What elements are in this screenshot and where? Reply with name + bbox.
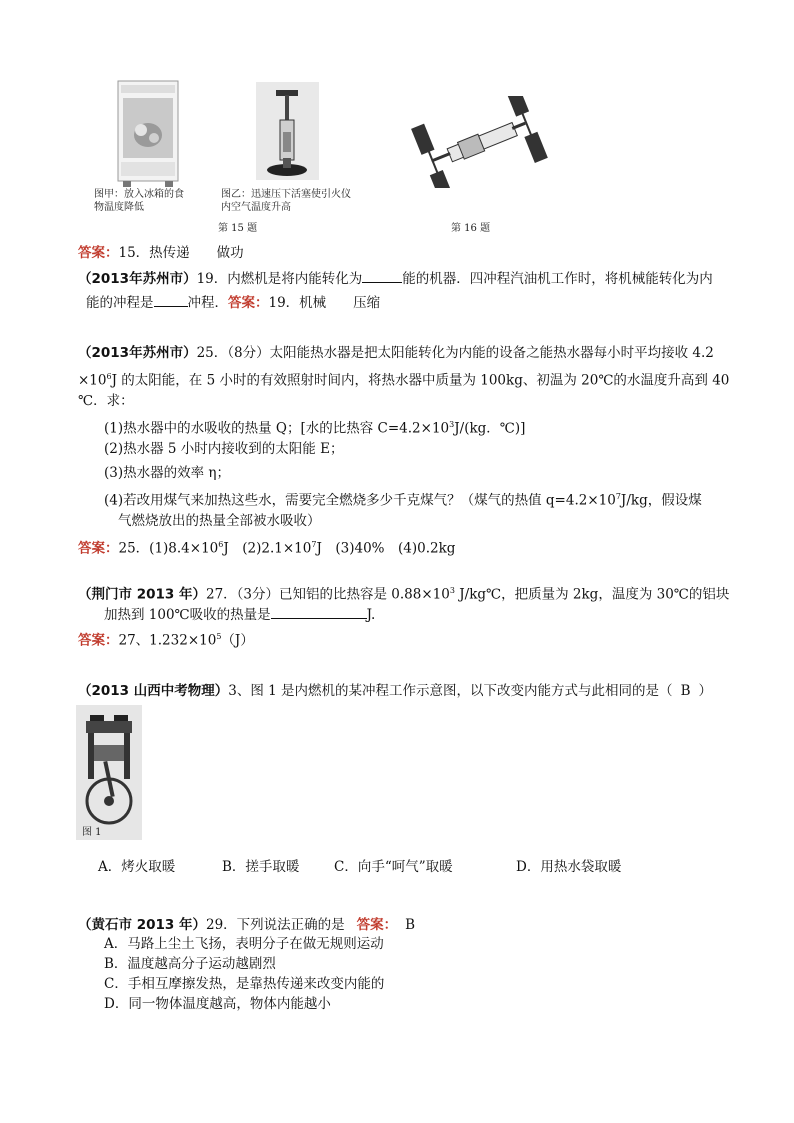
q27-blank: [271, 606, 367, 619]
q27-line-1-exp: 3: [449, 586, 455, 595]
q29-option-c: C．手相互摩擦发热，是靠热传递来改变内能的: [104, 976, 385, 992]
engine-caption: 图 1: [82, 827, 102, 838]
engine-diagram: [76, 705, 142, 840]
q29-text: 29．下列说法正确的是: [205, 917, 345, 933]
q25-answer-b: J (2)2.1×10: [223, 540, 312, 557]
answer-label: 答案：: [78, 632, 119, 649]
piston-igniter-figure: [256, 82, 319, 180]
q25-line-2: [78, 366, 729, 392]
q15-answer-text: 15．热传递 做功: [118, 245, 244, 261]
q19-answer-text: 19．机械 压缩: [268, 295, 381, 311]
q3-option-c: C．向手“呵气”取暖: [334, 859, 453, 875]
q25-item-1-exp: 3: [449, 420, 455, 429]
q19-source: （2013年苏州市）: [78, 271, 197, 287]
q29-option-b: B．温度越高分子运动越剧烈: [104, 956, 276, 972]
q19-text-4: 冲程．: [187, 295, 228, 311]
q3-option-a: A．烤火取暖: [98, 859, 176, 875]
q25-item-4b: J/kg，假设煤: [620, 492, 702, 509]
space-station-figure: [407, 96, 553, 188]
answer-label: 答案：: [356, 917, 398, 933]
q27-line-2b: J.: [366, 607, 376, 623]
q27-answer-line: [78, 626, 254, 652]
q25-item-1b: J/(kg．℃)]: [454, 420, 526, 437]
q25-answer-c: J (3)40% (4)0.2kg: [316, 540, 456, 557]
q25-item-4: [104, 486, 702, 512]
q29-line: [78, 914, 415, 936]
q25-line-2a: ×10: [78, 372, 107, 389]
q25-answer-b-exp: 7: [311, 540, 317, 549]
q25-item-4a: (4)若改用煤气来加热这些水，需要完全燃烧多少千克煤气？（煤气的热值 q=4.2×10: [104, 492, 616, 509]
q25-line-1-text: 25．（8分）太阳能热水器是把太阳能转化为内能的设备之能热水器每小时平均接收 4.2: [196, 345, 714, 361]
q25-item-3: (3)热水器的效率 η；: [104, 465, 231, 481]
q25-item-1: [104, 414, 525, 440]
answer-label: 答案：: [78, 245, 119, 261]
q25-item-4-exp: 7: [615, 492, 621, 501]
q3-option-d: D．用热水袋取暖: [516, 859, 622, 875]
q25-line-2b: J 的太阳能，在 5 小时的有效照射时间内，将热水器中质量为 100kg、初温为 20℃的水温度升高到 40: [111, 372, 730, 389]
q25-answer-a-exp: 6: [218, 540, 224, 549]
answer-label: 答案：: [78, 540, 119, 557]
q27-line-1b: J/kg℃，把质量为 2kg，温度为 30℃的铝块: [454, 586, 730, 603]
q3-answer: B: [680, 683, 691, 699]
q29-option-a: A．马路上尘土飞扬，表明分子在做无规则运动: [104, 936, 384, 952]
q25-item-1a: (1)热水器中的水吸收的热量 Q；[水的比热容 C=4.2×10: [104, 420, 450, 437]
q25-line-1: [78, 342, 714, 364]
q19-text-2: 能的机器．四冲程汽油机工作时，将机械能转化为内: [402, 271, 713, 287]
q3-option-b: B．搓手取暖: [222, 859, 300, 875]
q29-source: （黄石市 2013 年）: [78, 917, 206, 933]
q3-text: 3、图 1 是内燃机的某冲程工作示意图，以下改变内能方式与此相同的是（: [228, 683, 673, 699]
q25-answer-a: 25．(1)8.4×10: [118, 540, 219, 557]
q25-line-3: ℃．求：: [78, 393, 134, 409]
q27-answer-a: 27、1.232×10: [118, 632, 217, 649]
q19-blank-1: [362, 270, 402, 283]
q27-line-2: [104, 604, 375, 626]
q29-option-d: D．同一物体温度越高，物体内能越小: [104, 996, 331, 1012]
q19-line-2: [86, 292, 380, 314]
q27-line-1a: 27．（3分）已知铝的比热容是 0.88×10: [205, 586, 450, 603]
q19-text-3: 能的冲程是: [86, 295, 154, 311]
q25-line-2-exp: 6: [106, 372, 112, 381]
q3-line: [78, 680, 712, 702]
q3-close: ）: [698, 683, 713, 699]
q27-answer-exp: 5: [216, 632, 222, 641]
q25-source: （2013年苏州市）: [78, 345, 197, 361]
q25-item-2: (2)热水器 5 小时内接收到的太阳能 E；: [104, 441, 344, 457]
fridge-figure: [117, 80, 179, 188]
q29-answer: B: [405, 917, 416, 933]
q15-answer-line: [78, 242, 244, 264]
q27-source: （荆门市 2013 年）: [78, 586, 206, 603]
fig-a-caption: 图甲：放入冰箱的食物温度降低: [94, 189, 184, 213]
q19-text-1: 19．内燃机是将内能转化为: [196, 271, 363, 287]
fig-b-caption: 图乙：迅速压下活塞使引火仪内空气温度升高: [221, 189, 351, 213]
answer-label: 答案：: [228, 295, 269, 311]
q27-line-1: [78, 580, 729, 606]
q25-answer-line: [78, 534, 455, 560]
question-16-label: 第 16 题: [451, 223, 491, 234]
question-15-label: 第 15 题: [218, 223, 258, 234]
q19-line-1: [78, 268, 713, 290]
q19-blank-2: [154, 294, 188, 307]
q27-answer-b: （J）: [221, 632, 254, 649]
q27-line-2a: 加热到 100℃吸收的热量是: [104, 607, 271, 623]
q25-item-4-cont: 气燃烧放出的热量全部被水吸收）: [118, 513, 321, 529]
q3-source: （2013 山西中考物理）: [78, 683, 229, 699]
